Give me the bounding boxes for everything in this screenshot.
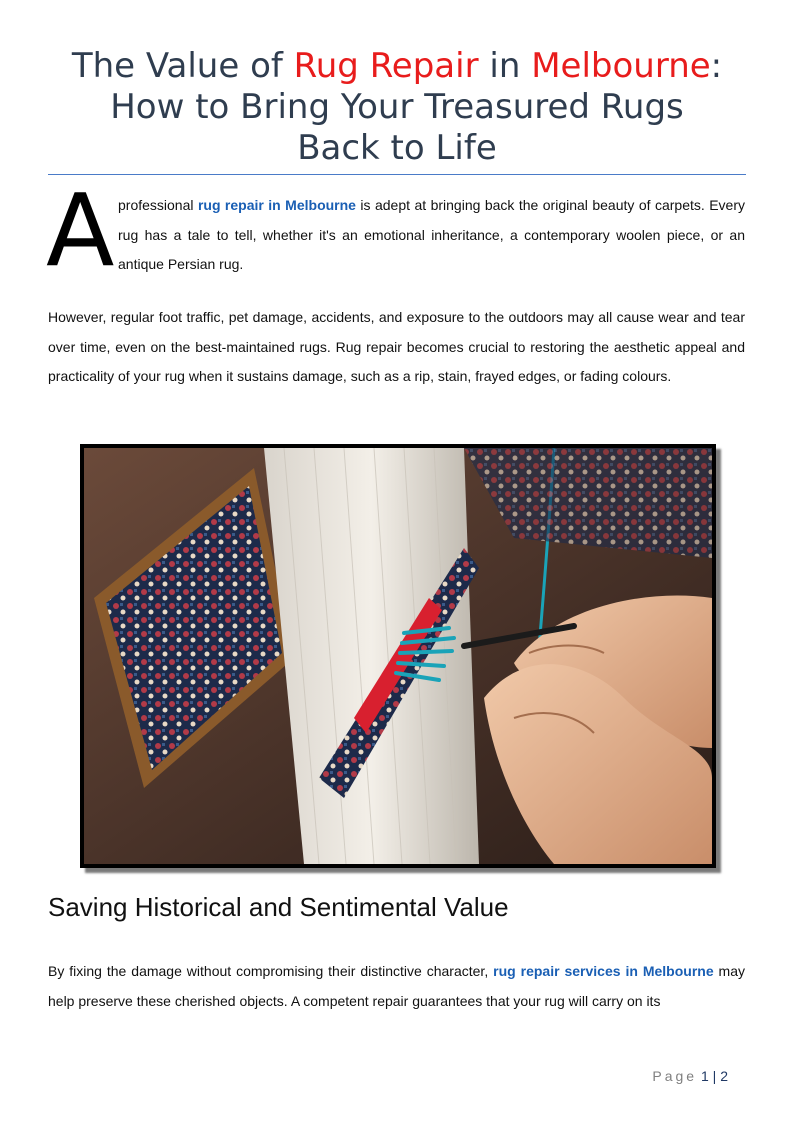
title-divider [48, 174, 746, 175]
body-paragraph: However, regular foot traffic, pet damage, accidents, and exposure to the outdoors may all cause wear and tear over time, even on the best-maintained rugs. Rug repair becomes crucial to restoring the aesthetic appeal and practicality of your rug when it sustains damage, such as a rip, stain, frayed edges, or fading colours. [48, 309, 745, 384]
intro-text-continued: is adept at bringing back the original beauty of carpets. Every rug has a tale to tell, whether it's an emotional inheritance, a contemporary woolen piece, or an antique Persian rug. [118, 197, 745, 272]
rug-repair-link[interactable]: rug repair in Melbourne [197, 197, 356, 213]
title-part: : [710, 46, 723, 86]
section-text-continued: may help preserve these cherished objects. A competent repair guarantees that your rug will carry on its [48, 963, 745, 1009]
section-heading: Saving Historical and Sentimental Value [48, 892, 509, 922]
section-text: By fixing the damage without compromising their distinctive character, [48, 963, 494, 979]
page-separator: | [712, 1068, 717, 1084]
drop-cap: A [46, 172, 115, 289]
page-total: 2 [720, 1068, 728, 1084]
title-highlight-rug-repair: Rug Repair [293, 46, 479, 86]
page-label: Page [652, 1068, 698, 1084]
rug-repair-photo [80, 444, 716, 868]
rug-repair-illustration [84, 448, 712, 864]
page-current: 1 [700, 1068, 709, 1084]
rug-repair-services-link[interactable]: rug repair services in Melbourne [493, 963, 714, 979]
intro-text: professional [118, 197, 198, 213]
section-paragraph [48, 957, 745, 1016]
page-footer [652, 1068, 728, 1084]
title-highlight-melbourne: Melbourne [531, 46, 711, 86]
title-part: in [478, 46, 532, 86]
title-line-2: How to Bring Your Treasured Rugs [110, 87, 684, 127]
page-title [48, 46, 746, 169]
intro-paragraph [118, 191, 745, 280]
title-part: The Value of [71, 46, 294, 86]
title-line-3: Back to Life [297, 128, 497, 168]
